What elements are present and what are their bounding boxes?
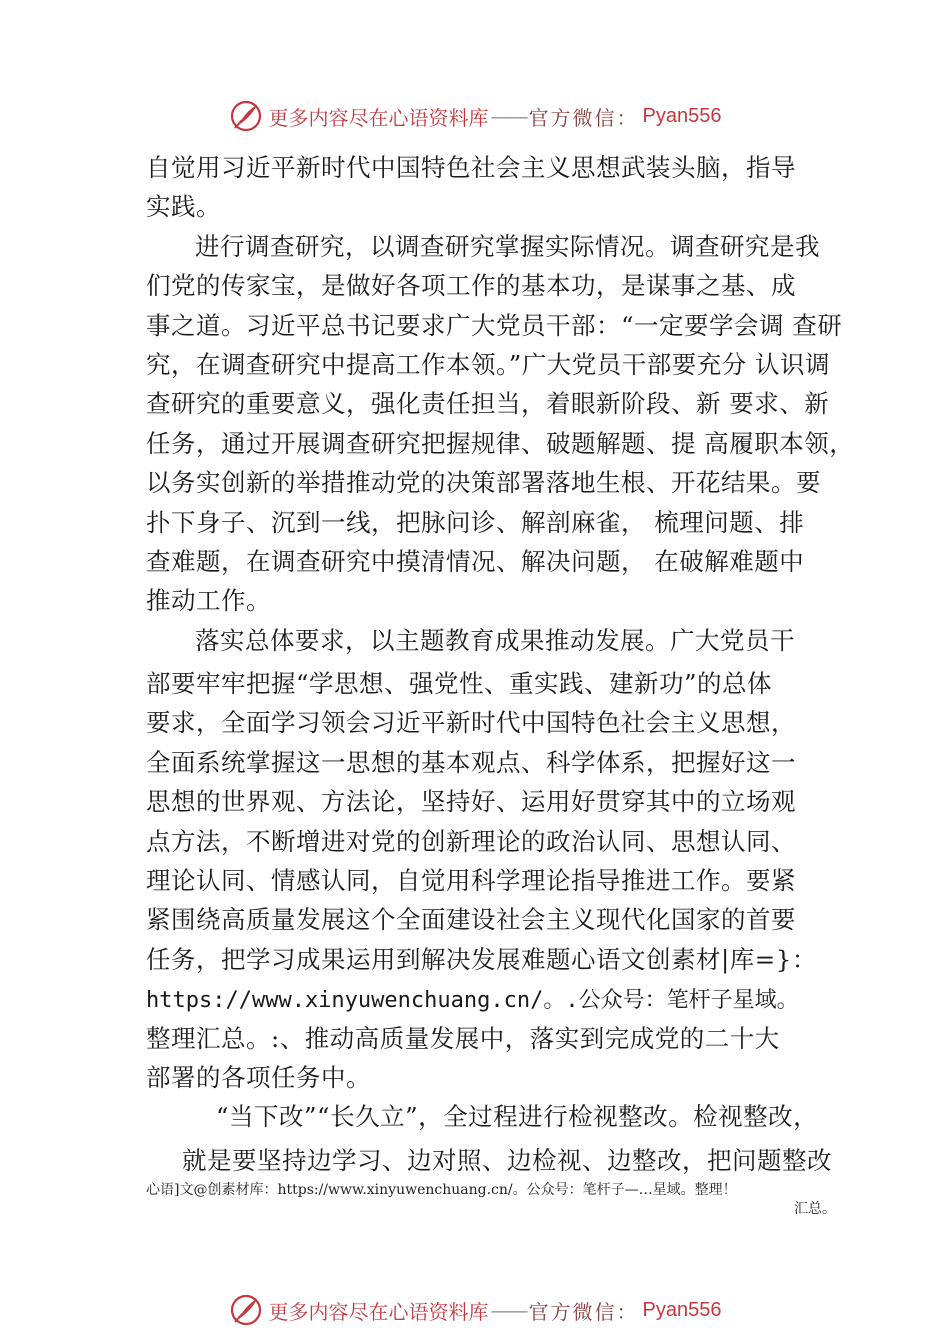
banner-prefix: 更多内容尽在心语资料库 <box>268 1299 489 1324</box>
footer-banner <box>0 1290 950 1330</box>
header-banner <box>0 96 950 136</box>
url-line <box>146 979 846 1018</box>
text-line: 自觉用习近平新时代中国特色社会主义思想武装头脑，指导 <box>146 153 796 182</box>
text-line: 全面系统掌握这一思想的基本观点、科学体系，把握好这一 <box>146 747 796 777</box>
text-line: 事之道。习近平总书记要求广大党员干部：“一定要学会调 查研 <box>146 310 843 340</box>
text-line: 查难题，在调查研究中摸清情况、解决问题， 在破解难题中 <box>146 546 805 576</box>
banner-separator: —— <box>490 1298 527 1322</box>
text-line: 实践。 <box>146 192 221 222</box>
text-line: 整理汇总。:、推动高质量发展中，落实到完成党的二十大 <box>146 1023 780 1053</box>
footnote-line: 心语]文@创素材库：https://www.xinyuwenchuang.cn/。公众号：笔杆子—…星域。整理！ <box>146 1182 737 1198</box>
text-line: 们党的传家宝，是做好各项工作的基本功，是谋事之基、成 <box>146 271 796 301</box>
banner-colon: ： <box>616 1299 637 1324</box>
text-line: 任务，把学习成果运用到解决发展难题心语文创素材|库=}： <box>146 944 817 974</box>
text-line: 要求，全面学习领会习近平新时代中国特色社会主义思想， <box>146 708 796 738</box>
url-text: https://www.xinyuwenchuang.cn/。.公众号：笔杆子星域。 <box>146 988 799 1014</box>
text-line: 究，在调查研究中提高工作本领。”广大党员干部要充分 认识调 <box>146 349 831 379</box>
banner-colon: ： <box>616 105 637 130</box>
banner-wechat-label: 官方微信 <box>528 105 617 130</box>
banner-wechat-id: Pyan556 <box>642 1298 722 1321</box>
feather-quill-logo-icon <box>229 99 263 133</box>
text-line: 以务实创新的举措推动党的决策部署落地生根、开花结果。要 <box>146 468 821 498</box>
text-line: 查研究的重要意义，强化责任担当，着眼新阶段、新 要求、新 <box>146 389 830 419</box>
banner-wechat-id: Pyan556 <box>642 104 722 127</box>
text-line: 思想的世界观、方法论，坚持好、运用好贯穿其中的立场观 <box>146 787 796 817</box>
document-body <box>146 148 855 1180</box>
text-line: 部署的各项任务中。 <box>146 1062 371 1092</box>
text-line: 就是要坚持边学习、边对照、边检视、边整改，把问题整改 <box>182 1145 832 1175</box>
text-line: 部要牢牢把握“学思想、强党性、重实践、建新功”的总体 <box>146 669 773 699</box>
text-line: 紧围绕高质量发展这个全面建设社会主义现代化国家的首要 <box>146 905 796 935</box>
banner-separator: —— <box>490 104 527 128</box>
banner-wechat-label: 官方微信 <box>528 1299 617 1324</box>
paragraph-start: 进行调查研究，以调查研究掌握实际情况。调查研究是我 <box>195 231 820 261</box>
paragraph-start: 落实总体要求，以主题教育成果推动发展。广大党员干 <box>195 625 795 655</box>
text-line: 任务，通过开展调查研究把握规律、破题解题、提 高履职本领， <box>146 428 855 458</box>
footnote-line: 汇总。 <box>794 1201 836 1217</box>
text-line: 推动工作。 <box>146 586 271 616</box>
banner-prefix: 更多内容尽在心语资料库 <box>268 105 489 130</box>
text-line: 扑下身子、沉到一线，把脉问诊、解剖麻雀， 梳理问题、排 <box>146 507 805 537</box>
text-line: 理论认同、情感认同，自觉用科学理论指导推进工作。要紧 <box>146 866 796 896</box>
text-line: 点方法，不断增进对党的创新理论的政治认同、思想认同、 <box>146 826 796 856</box>
footnote <box>146 1181 836 1219</box>
feather-quill-logo-icon <box>229 1293 263 1327</box>
paragraph-start: “当下改”“长久立”，全过程进行检视整改。检视整改， <box>216 1102 819 1132</box>
